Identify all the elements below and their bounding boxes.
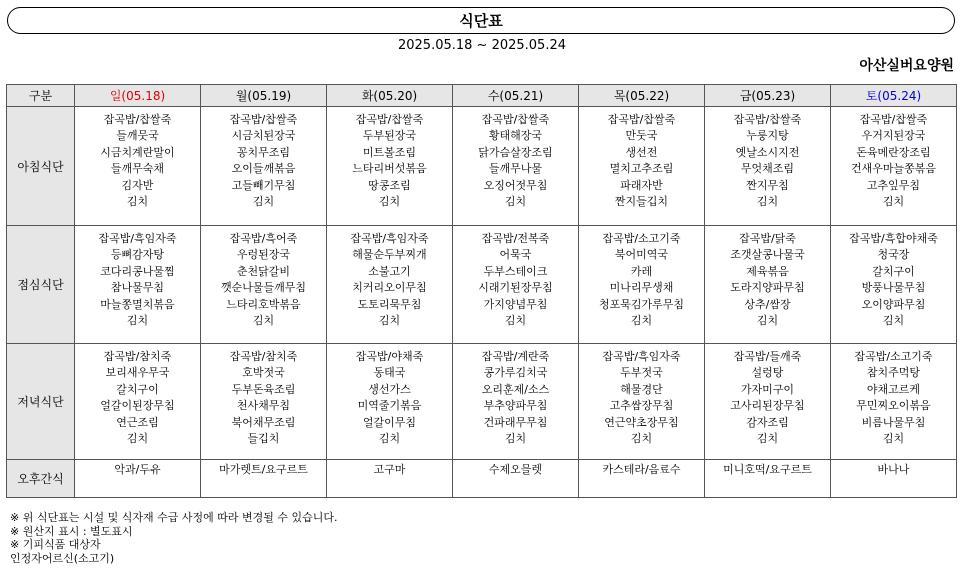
menu-cell	[327, 344, 453, 460]
menu-item-list	[201, 226, 326, 329]
menu-item: 연근약초장무침	[604, 415, 679, 429]
breakfast-row	[7, 107, 957, 226]
menu-item: 오리훈제/소스	[481, 382, 550, 396]
menu-item-list	[831, 226, 956, 329]
menu-item: 방풍나물무침	[861, 281, 926, 295]
menu-item: 잡곡밥/찹쌀죽	[859, 113, 928, 126]
corner-header: 구분	[7, 85, 75, 107]
menu-item: 우렁된장국	[236, 248, 291, 262]
menu-item: 잡곡밥/흑임자죽	[98, 232, 177, 245]
menu-item: 김치	[756, 314, 779, 328]
menu-cell	[201, 344, 327, 460]
note-line: ※ 기피식품 대상자	[10, 538, 101, 551]
menu-item-list	[705, 344, 830, 447]
menu-item: 가지양념무침	[483, 297, 548, 311]
menu-item: 들깨무나물	[488, 162, 543, 176]
menu-item: 느타리호박볶음	[226, 297, 301, 311]
menu-item: 갈치구이	[872, 264, 915, 278]
menu-item: 해물순두부찌개	[352, 248, 427, 262]
menu-item: 고사리된장무침	[730, 399, 805, 413]
menu-table	[6, 84, 957, 498]
menu-item-list	[579, 107, 704, 210]
menu-item-list	[831, 344, 956, 447]
snack-row	[7, 460, 957, 498]
menu-item-list	[201, 460, 326, 478]
menu-item: 감자조림	[746, 415, 789, 429]
menu-item: 잡곡밥/흑임자죽	[602, 350, 681, 363]
day-header-wed: 수(05.21)	[453, 85, 579, 107]
menu-item-list	[327, 460, 452, 478]
notes	[10, 511, 337, 565]
menu-item: 수제오믈렛	[488, 463, 543, 476]
menu-item: 생선전	[625, 145, 658, 159]
menu-item: 고구마	[373, 463, 406, 476]
menu-cell	[831, 107, 957, 226]
menu-cell	[75, 107, 201, 226]
menu-item: 갈치구이	[116, 382, 159, 396]
date-range: 2025.05.18 ~ 2025.05.24	[397, 38, 567, 53]
menu-item: 악과/두유	[114, 463, 161, 476]
menu-item: 호박젓국	[242, 366, 285, 380]
menu-item: 시금치된장국	[231, 129, 296, 143]
menu-cell	[831, 460, 957, 498]
menu-item: 김치	[882, 314, 905, 328]
menu-cell	[327, 460, 453, 498]
menu-item-list	[75, 107, 200, 210]
menu-item: 천사채무침	[236, 399, 291, 413]
menu-item: 꽁치무조림	[236, 145, 291, 159]
menu-cell	[579, 107, 705, 226]
menu-cell	[453, 226, 579, 344]
menu-item: 무엇채조림	[740, 162, 795, 176]
menu-item: 우거지된장국	[861, 129, 926, 143]
menu-item: 멸치고추조림	[609, 162, 674, 176]
menu-item: 두부스테이크	[483, 264, 548, 278]
menu-item-list	[75, 226, 200, 329]
menu-item: 미역줄기볶음	[357, 399, 422, 413]
menu-item: 연근조림	[116, 415, 159, 429]
menu-cell	[705, 344, 831, 460]
menu-item: 오이양파무침	[861, 297, 926, 311]
menu-item-list	[327, 107, 452, 210]
menu-item: 김치	[882, 195, 905, 209]
menu-item-list	[453, 226, 578, 329]
menu-item: 오이들깨볶음	[231, 162, 296, 176]
menu-item: 느타리버섯볶음	[352, 162, 427, 176]
menu-item: 제육볶음	[746, 264, 789, 278]
menu-item-list	[453, 344, 578, 447]
menu-item: 보리새우무국	[105, 366, 170, 380]
menu-item: 등뼈감자탕	[110, 248, 165, 262]
menu-item: 김치	[630, 314, 653, 328]
menu-cell	[201, 226, 327, 344]
dinner-row	[7, 344, 957, 460]
menu-item: 코다리콩나물찜	[100, 264, 175, 278]
menu-item: 잡곡밥/계란죽	[481, 350, 550, 363]
menu-item: 김치	[630, 432, 653, 446]
menu-cell	[201, 107, 327, 226]
menu-cell	[75, 460, 201, 498]
menu-item: 청국장	[877, 248, 910, 262]
menu-item: 미니호떡/요구르트	[723, 463, 812, 476]
menu-item: 짠지들깁치	[614, 195, 669, 209]
menu-cell	[831, 226, 957, 344]
menu-item: 잡곡밥/흑합야채죽	[849, 232, 938, 245]
menu-cell	[705, 107, 831, 226]
menu-item: 김치	[882, 432, 905, 446]
menu-cell	[327, 226, 453, 344]
menu-item: 참치주먹탕	[866, 366, 921, 380]
note-line: ※ 원산지 표시 : 별도표시	[10, 524, 133, 538]
menu-item: 잡곡밥/전복죽	[481, 232, 550, 245]
menu-item: 치커리오이무침	[352, 281, 427, 295]
menu-item: 김치	[252, 195, 275, 209]
menu-item: 동태국	[373, 366, 406, 380]
menu-item: 생선가스	[368, 382, 411, 396]
menu-item: 잡곡밥/찹쌀죽	[733, 113, 802, 126]
menu-item: 야채고르케	[866, 382, 921, 396]
meal-label: 아침식단	[7, 107, 75, 226]
menu-cell	[831, 344, 957, 460]
menu-item: 잡곡밥/찹쌀죽	[355, 113, 424, 126]
menu-cell	[579, 460, 705, 498]
menu-item: 어묵국	[499, 248, 532, 262]
menu-item: 참나물무침	[110, 281, 165, 295]
menu-item: 들깨뭇국	[116, 129, 159, 143]
menu-item: 잡곡밥/흑어죽	[229, 232, 298, 245]
menu-cell	[579, 344, 705, 460]
menu-item: 두부돈육조림	[231, 382, 296, 396]
day-header-fri: 금(05.23)	[705, 85, 831, 107]
menu-item: 가자미구이	[740, 382, 795, 396]
menu-item-list	[831, 107, 956, 210]
menu-item: 고추잎무침	[866, 178, 921, 192]
menu-item-list	[201, 344, 326, 447]
title-banner	[7, 7, 955, 34]
facility-name: 아산실버요양원	[859, 58, 954, 74]
menu-item: 옛날소시지전	[735, 145, 800, 159]
menu-cell	[453, 344, 579, 460]
menu-item: 해물경단	[620, 382, 663, 396]
menu-item: 북어미역국	[614, 248, 669, 262]
menu-item: 김치	[378, 195, 401, 209]
note-line: 인정자어르신(소고기)	[10, 551, 115, 565]
menu-item: 김치	[756, 195, 779, 209]
menu-item-list	[453, 460, 578, 478]
menu-item: 땅콩조림	[368, 178, 411, 192]
menu-item: 김치	[504, 432, 527, 446]
menu-item: 조갯살콩나물국	[730, 248, 805, 262]
day-header-thu: 목(05.22)	[579, 85, 705, 107]
menu-item: 파래자반	[620, 178, 663, 192]
menu-item: 두부젓국	[620, 366, 663, 380]
menu-item: 고들빼기무침	[231, 178, 296, 192]
menu-item: 도토리묵무침	[357, 297, 422, 311]
menu-item: 잡곡밥/야채죽	[355, 350, 424, 363]
menu-cell	[453, 107, 579, 226]
menu-item: 돈육메란장조림	[856, 145, 931, 159]
menu-item: 바나나	[877, 463, 910, 476]
menu-item: 김치	[126, 314, 149, 328]
menu-item: 잡곡밥/흑임자죽	[350, 232, 429, 245]
menu-cell	[705, 460, 831, 498]
header-row	[7, 85, 957, 107]
menu-cell	[453, 460, 579, 498]
menu-item: 김치	[252, 314, 275, 328]
menu-item-list	[327, 344, 452, 447]
menu-item: 잡곡밥/참치죽	[229, 350, 298, 363]
menu-item: 잡곡밥/참치죽	[103, 350, 172, 363]
menu-item: 두부된장국	[362, 129, 417, 143]
menu-item: 깻순나물들깨무침	[220, 281, 306, 295]
menu-item: 건새우마늘쫑볶음	[850, 162, 936, 176]
lunch-row	[7, 226, 957, 344]
menu-item: 카레	[630, 264, 653, 278]
menu-cell	[75, 344, 201, 460]
menu-item-list	[705, 107, 830, 210]
menu-item: 들깨무숙채	[110, 162, 165, 176]
menu-item: 카스테라/음료수	[602, 463, 681, 476]
menu-item: 잡곡밥/소고기죽	[854, 350, 933, 363]
menu-item: 얼갈이된장무침	[100, 399, 175, 413]
menu-item: 짠지무침	[746, 178, 789, 192]
menu-item-list	[453, 107, 578, 210]
menu-item-list	[327, 226, 452, 329]
menu-item: 잡곡밥/들깨죽	[733, 350, 802, 363]
menu-item: 마늘쫑멸치볶음	[100, 297, 175, 311]
page-title: 식단표	[459, 12, 503, 30]
menu-item: 비름나물무침	[861, 415, 926, 429]
menu-item: 소불고기	[368, 264, 411, 278]
menu-item: 닭가슴살장조림	[478, 145, 553, 159]
note-line: ※ 위 식단표는 시설 및 식자재 수급 사정에 따라 변경될 수 있습니다.	[10, 511, 338, 524]
menu-item: 도라지양파무침	[730, 281, 805, 295]
day-header-mon: 월(05.19)	[201, 85, 327, 107]
menu-item: 만둣국	[625, 129, 658, 143]
menu-item: 김치	[756, 432, 779, 446]
menu-item: 잡곡밥/소고기죽	[602, 232, 681, 245]
day-header-sat: 토(05.24)	[831, 85, 957, 107]
menu-item: 건파래무무침	[483, 415, 548, 429]
menu-item-list	[705, 460, 830, 478]
menu-item-list	[579, 460, 704, 478]
menu-item: 미트볼조림	[362, 145, 417, 159]
menu-item-list	[75, 460, 200, 478]
menu-item: 황태해장국	[488, 129, 543, 143]
menu-item: 콩가루김치국	[483, 366, 548, 380]
menu-cell	[705, 226, 831, 344]
menu-cell	[579, 226, 705, 344]
menu-item: 잡곡밥/찹쌀죽	[481, 113, 550, 126]
menu-item: 시래기된장무침	[478, 281, 553, 295]
menu-item: 얼갈이무침	[362, 415, 417, 429]
menu-item: 북어채무조림	[231, 415, 296, 429]
menu-item: 부추양파무침	[483, 399, 548, 413]
menu-item: 잡곡밥/찹쌀죽	[607, 113, 676, 126]
meal-label: 오후간식	[7, 460, 75, 498]
menu-cell	[201, 460, 327, 498]
menu-item-list	[579, 344, 704, 447]
menu-item: 미나리무생채	[609, 281, 674, 295]
menu-item: 누룽지탕	[746, 129, 789, 143]
menu-item-list	[579, 226, 704, 329]
menu-item: 상추/쌈장	[744, 297, 791, 311]
menu-item: 고추쌈장무침	[609, 399, 674, 413]
menu-item: 김치	[126, 195, 149, 209]
menu-item: 마가렛트/요구르트	[219, 463, 308, 476]
menu-item: 시금치계란말이	[100, 145, 175, 159]
menu-item: 잡곡밥/닭죽	[739, 232, 796, 245]
menu-item-list	[831, 460, 956, 478]
menu-item-list	[75, 344, 200, 447]
menu-item-list	[705, 226, 830, 329]
menu-item: 춘천닭갈비	[236, 264, 291, 278]
day-header-tue: 화(05.20)	[327, 85, 453, 107]
menu-item: 김치	[126, 432, 149, 446]
menu-item: 청포묵김가루무침	[598, 297, 684, 311]
menu-item-list	[201, 107, 326, 210]
menu-item: 김치	[378, 314, 401, 328]
menu-item: 김자반	[121, 178, 154, 192]
menu-item: 설렁탕	[751, 366, 784, 380]
menu-item: 김치	[504, 195, 527, 209]
menu-item: 오징어젓무침	[483, 178, 548, 192]
menu-item: 잡곡밥/찹쌀죽	[229, 113, 298, 126]
menu-cell	[75, 226, 201, 344]
menu-body	[7, 107, 957, 498]
menu-item: 김치	[504, 314, 527, 328]
meal-label: 점심식단	[7, 226, 75, 344]
meal-label: 저녁식단	[7, 344, 75, 460]
menu-item: 김치	[378, 432, 401, 446]
menu-cell	[327, 107, 453, 226]
day-header-sun: 일(05.18)	[75, 85, 201, 107]
menu-item: 무민찌오이볶음	[856, 399, 931, 413]
menu-item: 잡곡밥/찹쌀죽	[103, 113, 172, 126]
menu-item: 들깁치	[247, 432, 280, 446]
